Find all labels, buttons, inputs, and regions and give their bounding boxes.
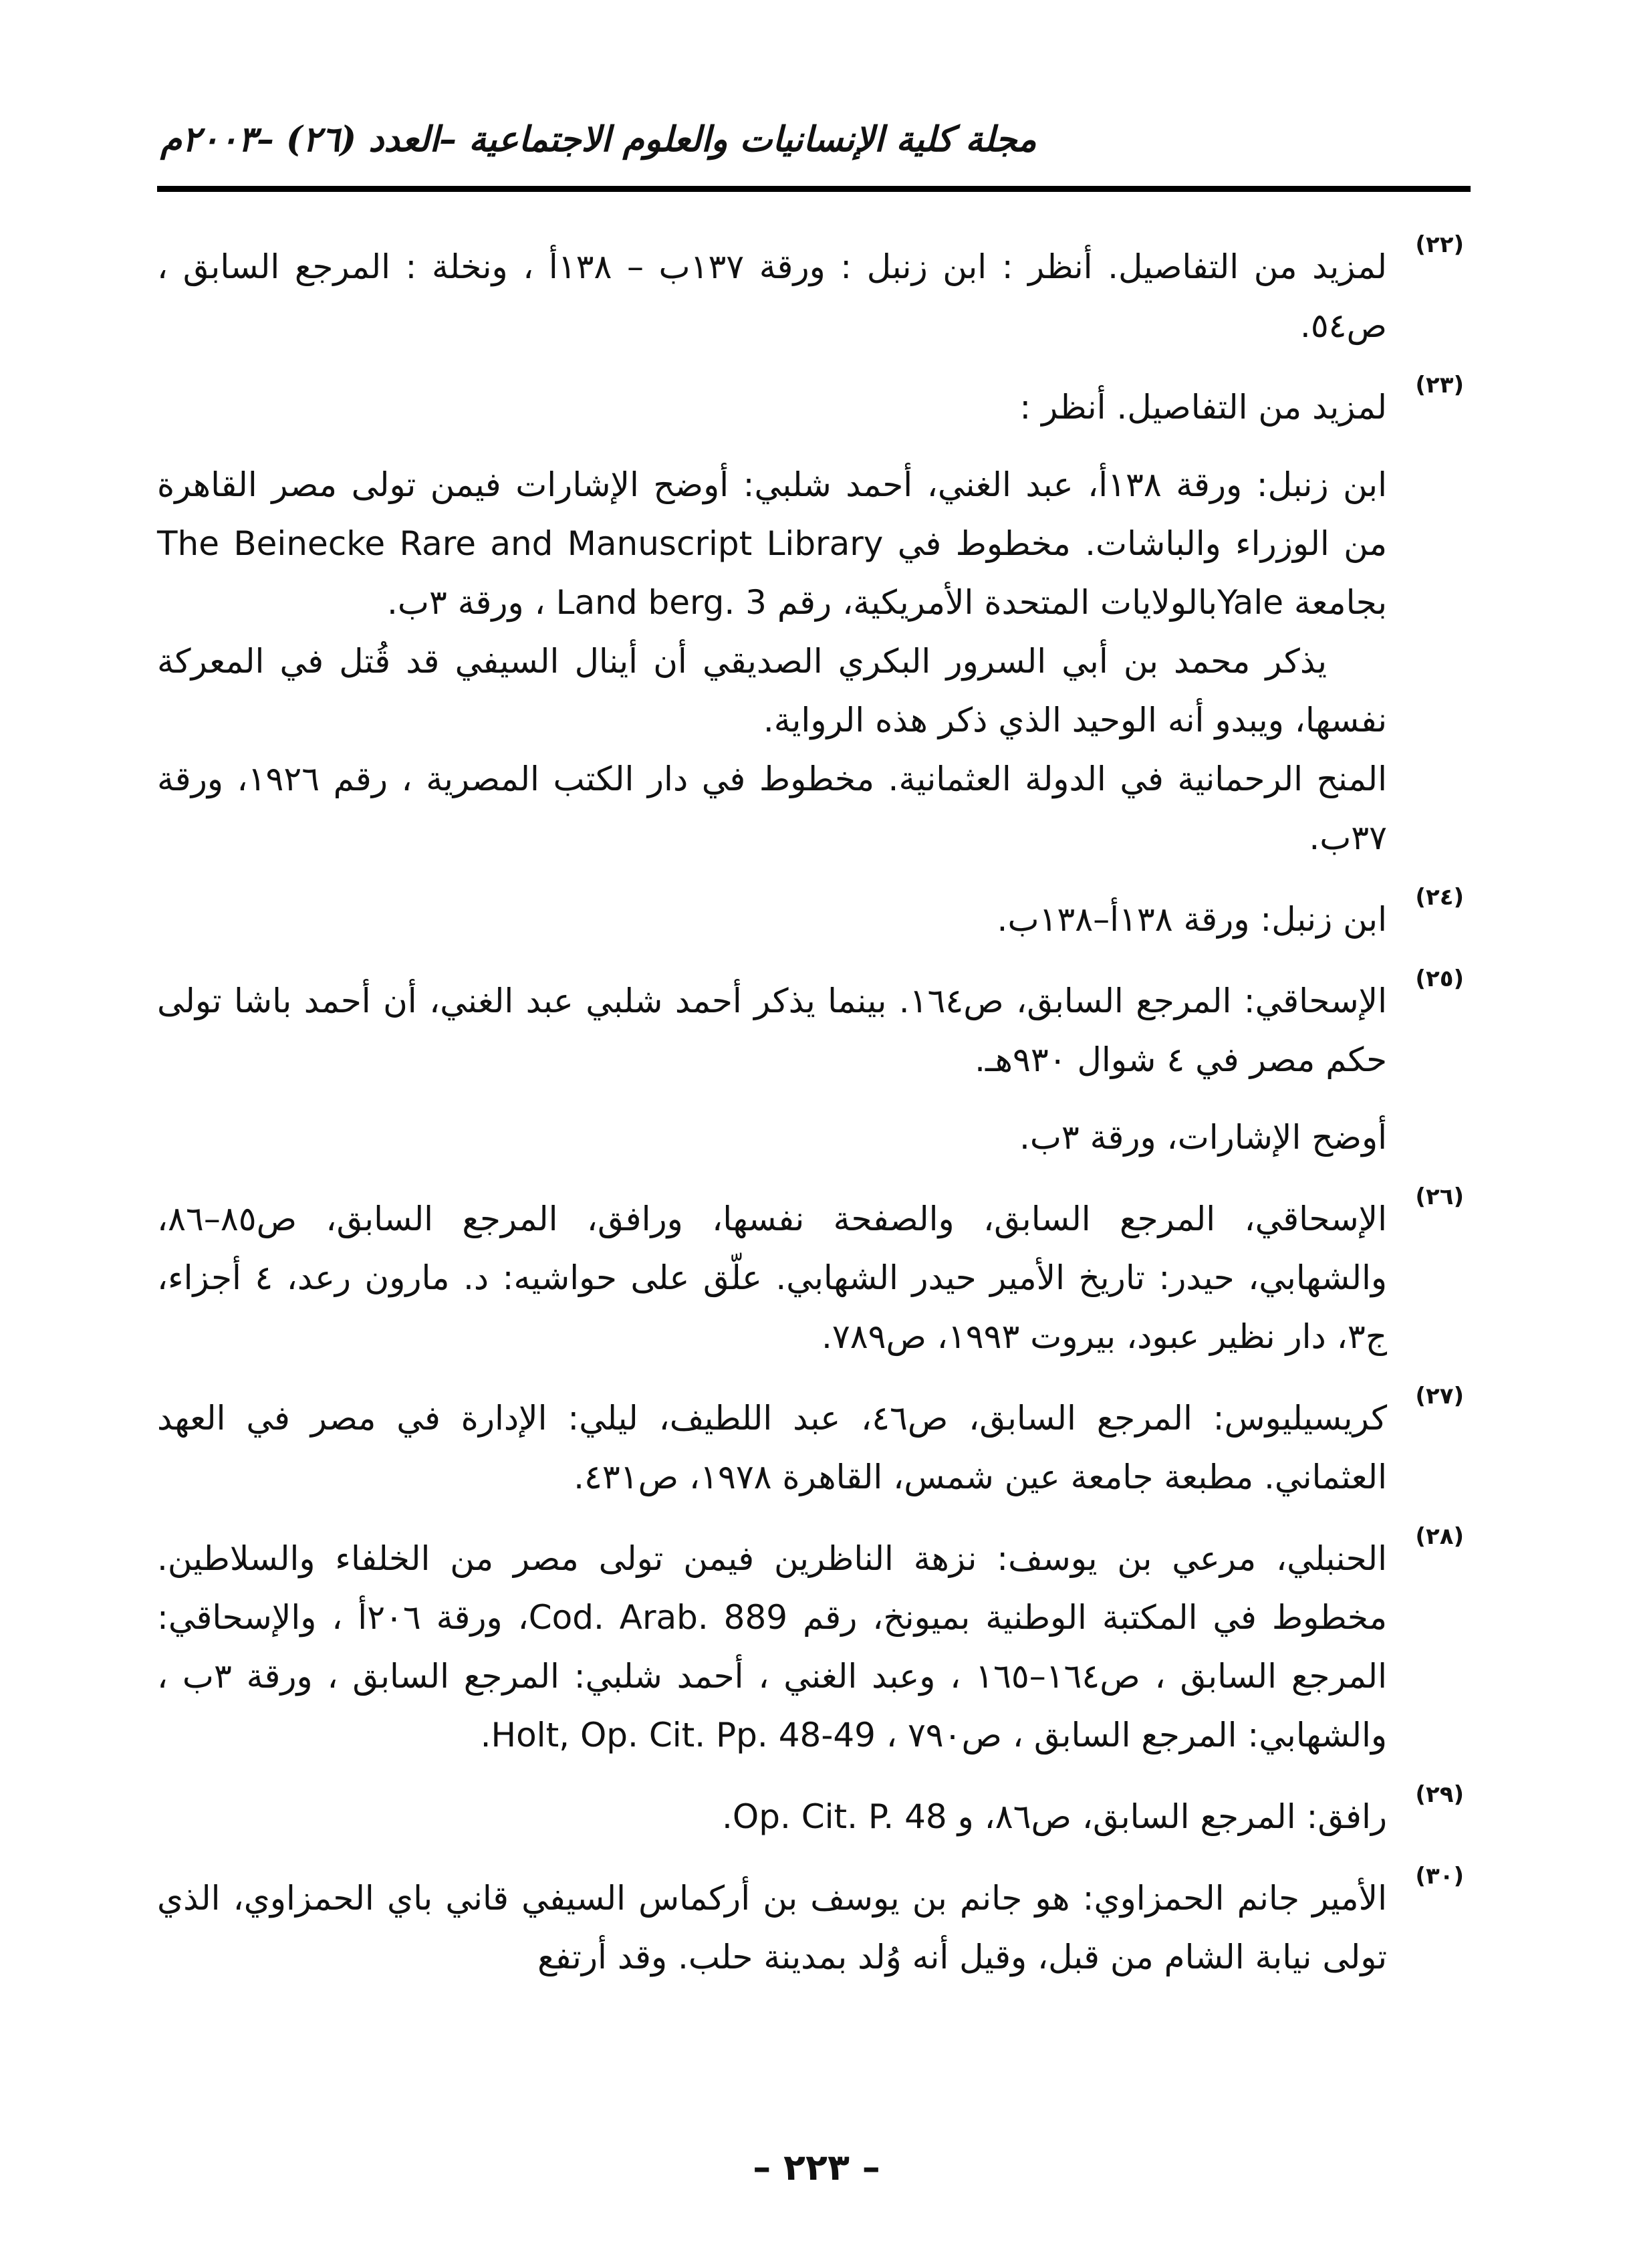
footnote-27 [157, 1383, 1471, 1506]
footnote-number: (٢٣) [1415, 372, 1464, 399]
footnote-text: الإسحاقي: المرجع السابق، ص١٦٤. بينما يذكر أحمد شلبي عبد الغني، أن أحمد باشا تولى حكم مصر في ٤ شوال ٩٣٠هـ. [157, 982, 1387, 1079]
footnote-29 [157, 1781, 1471, 1846]
footnote-number: (٣٠) [1415, 1863, 1464, 1890]
header-rule [157, 186, 1471, 192]
footnote-30 [157, 1863, 1471, 1987]
footnote-28 [157, 1523, 1471, 1765]
footnote-text: يذكر محمد بن أبي السرور البكري الصديقي أن أينال السيفي قد قُتل في المعركة نفسها، ويبدو أنه الوحيد الذي ذكر هذه الرواية. [157, 642, 1387, 740]
footnote-text: ابن زنبل: ورقة ١٣٨أ–١٣٨ب. [997, 900, 1387, 939]
footnote-number: (٢٢) [1415, 231, 1464, 258]
footnote-23 [157, 372, 1471, 867]
footnote-number: (٢٦) [1415, 1183, 1464, 1210]
page-number: – ٢٢٣ – [753, 2146, 880, 2188]
footnote-text: لمزيد من التفاصيل. أنظر : [1019, 388, 1387, 427]
footnotes-section [157, 231, 1471, 2009]
footnote-26 [157, 1183, 1471, 1366]
footnote-text: ابن زنبل: ورقة ١٣٨أ، عبد الغني، أحمد شلبي: أوضح الإشارات فيمن تولى مصر القاهرة من الوزراء والباشات. مخطوط في The Beinecke Rare and Manuscript Library بجامعة Yaleبالولايات المتحدة الأمريكية، رقم Land berg. 3 ، ورقة ٣ب. [157, 465, 1387, 622]
footnote-number: (٢٤) [1415, 884, 1464, 911]
footnote-text: الإسحاقي، المرجع السابق، والصفحة نفسها، ورافق، المرجع السابق، ص٨٥–٨٦، والشهابي، حيدر: تاريخ الأمير حيدر الشهابي. علّق على حواشيه: د. مارون رعد، ٤ أجزاء، ج٣، دار نظير عبود، بيروت ١٩٩٣، ص٧٨٩. [157, 1200, 1387, 1356]
footnote-text: أوضح الإشارات، ورقة ٣ب. [1019, 1118, 1387, 1157]
footnote-number: (٢٥) [1415, 966, 1464, 992]
footnote-22 [157, 231, 1471, 355]
footnote-number: (٢٩) [1415, 1781, 1464, 1808]
footnote-text: الأمير جانم الحمزاوي: هو جانم بن يوسف بن أركماس السيفي قاني باي الحمزاوي، الذي تولى نيابة الشام من قبل، وقيل أنه وُلد بمدينة حلب. وقد أرتفع [157, 1879, 1387, 1976]
footnote-number: (٢٧) [1415, 1383, 1464, 1409]
footnote-number: (٢٨) [1415, 1523, 1464, 1550]
footnote-24 [157, 884, 1471, 949]
footnote-text: كريسيليوس: المرجع السابق، ص٤٦، عبد اللطيف، ليلي: الإدارة في مصر في العهد العثماني. مطبعة جامعة عين شمس، القاهرة ١٩٧٨، ص٤٣١. [157, 1399, 1387, 1496]
footnote-text: الحنبلي، مرعي بن يوسف: نزهة الناظرين فيمن تولى مصر من الخلفاء والسلاطين. مخطوط في المكتبة الوطنية بميونخ، رقم Cod. Arab. 889، ورقة ٢٠٦أ ، والإسحاقي: المرجع السابق ، ص١٦٤–١٦٥ ، وعبد الغني ، أحمد شلبي: المرجع السابق ، ورقة ٣ب ، والشهابي: المرجع السابق ، ص٧٩٠ ، Holt, Op. Cit. Pp. 48-49. [157, 1539, 1387, 1754]
footnote-text: لمزيد من التفاصيل. أنظر : ابن زنبل : ورقة ١٣٧ب – ١٣٨أ ، ونخلة : المرجع السابق ، ص٥٤. [157, 247, 1388, 345]
footnote-text: رافق: المرجع السابق، ص٨٦، و Op. Cit. P. 48. [721, 1797, 1387, 1836]
journal-running-header: مجلة كلية الإنسانيات والعلوم الاجتماعية –العدد (٢٦) –٢٠٠٣م [160, 119, 1037, 160]
footnote-25 [157, 966, 1471, 1167]
footnote-text: المنح الرحمانية في الدولة العثمانية. مخطوط في دار الكتب المصرية ، رقم ١٩٢٦، ورقة ٣٧ب. [157, 760, 1387, 857]
